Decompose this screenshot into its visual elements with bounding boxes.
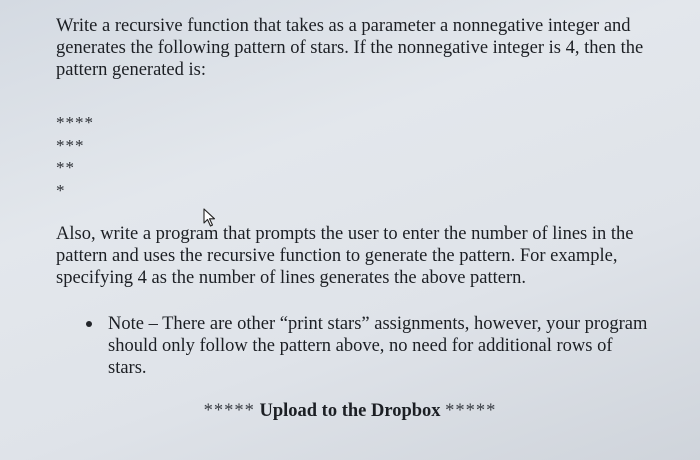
star-row: * <box>56 180 66 200</box>
upload-prefix-stars: ***** <box>203 401 255 421</box>
upload-instruction <box>0 401 700 422</box>
intro-paragraph: Write a recursive function that takes as a parameter a nonnegative integer and generates the following pattern of stars. If the nonnegative integer is 4, then the pattern generated is: <box>56 16 644 80</box>
star-row: **** <box>56 113 94 132</box>
star-pattern <box>56 112 94 202</box>
star-row: *** <box>56 135 85 155</box>
note-text: Note – There are other “print stars” assignments, however, your program should only follow the pattern above, no need for additional rows of stars. <box>108 314 648 378</box>
upload-suffix-stars: ***** <box>445 401 497 421</box>
program-paragraph: Also, write a program that prompts the user to enter the number of lines in the pattern and uses the recursive function to generate the pattern. For example, specifying 4 as the number of lines generates the above pattern. <box>56 224 634 288</box>
star-row: ** <box>56 158 75 177</box>
upload-label: Upload to the Dropbox <box>259 401 441 421</box>
bullet-icon <box>86 321 92 327</box>
